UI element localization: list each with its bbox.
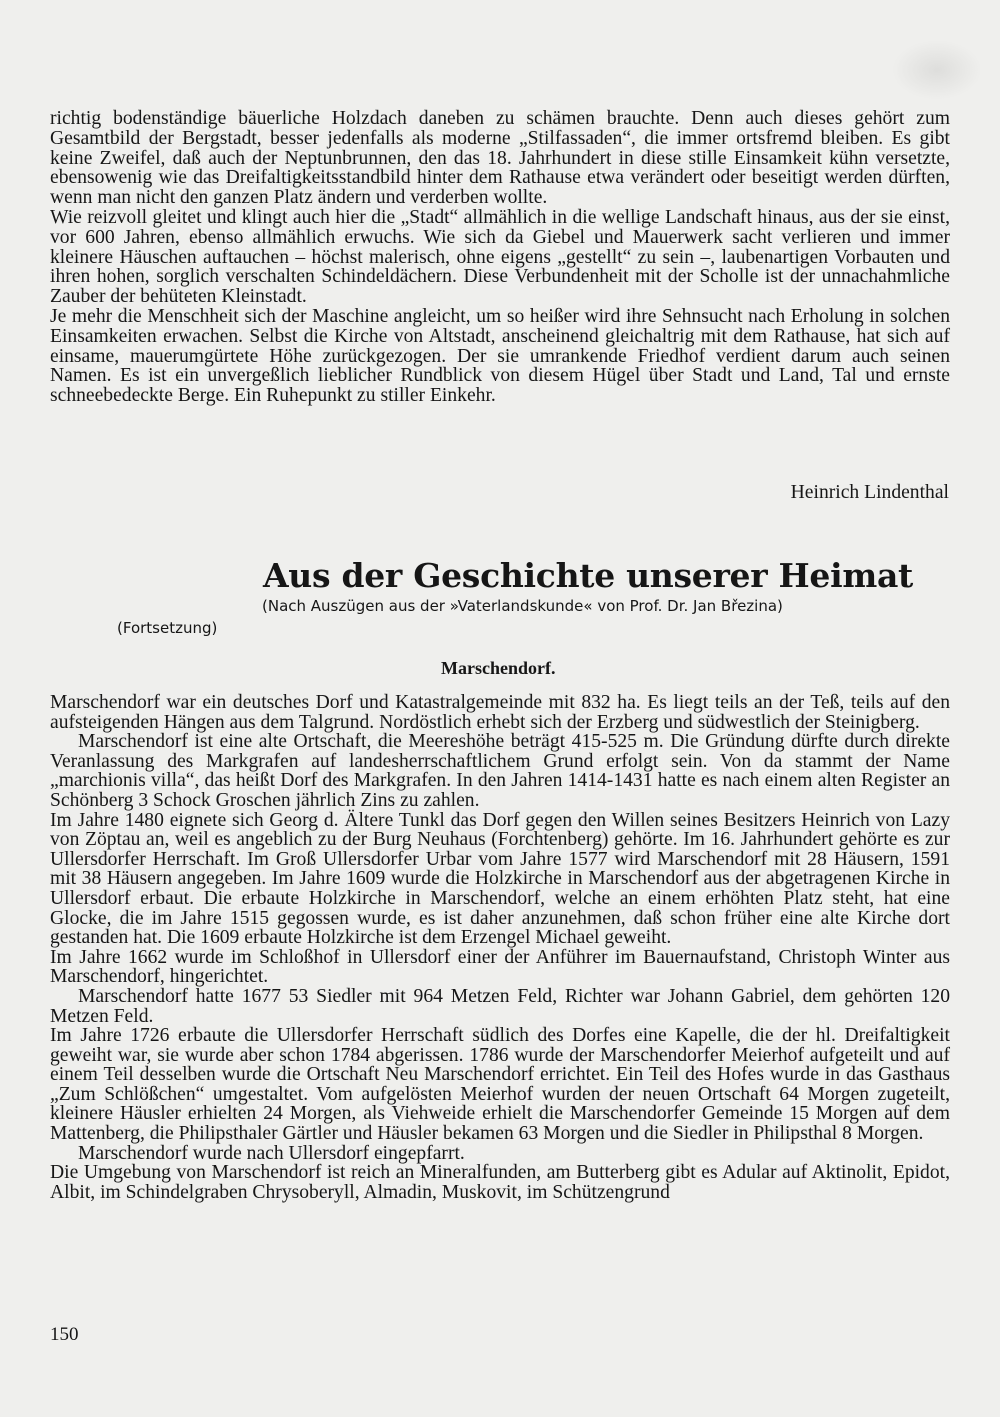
paragraph: Marschendorf hatte 1677 53 Siedler mit 964 Metzen Feld, Richter war Johann Gabriel, dem gehörten 120 Metzen Feld. (50, 985, 950, 1027)
continuation-note: (Fortsetzung) (117, 619, 218, 637)
paragraph: Marschendorf ist eine alte Ortschaft, die Meereshöhe beträgt 415-525 m. Die Gründung dürfte durch direkte Veranlassung des Markgrafen auf landesherrschaftlichem Grund erfolgt sein. Von da stammt der Name „marchionis villa“, das heißt Dorf des Markgrafen. In den Jahren 1414-1431 hatte es nach einem alten Register an Schönberg 3 Schock Groschen jährlich Zins zu zahlen. (50, 731, 950, 811)
paragraph: Im Jahre 1662 wurde im Schloßhof in Ullersdorf einer der Anführer im Bauernaufstand, Christoph Winter aus Marschendorf, hingerichtet. (50, 946, 950, 988)
paragraph: Marschendorf war ein deutsches Dorf und Katastralgemeinde mit 832 ha. Es liegt teils an der Teß, teils auf den aufsteigenden Hängen aus dem Talgrund. Nordöstlich erhebt sich der Erzberg und südwestlich der Steinigberg. (50, 692, 950, 733)
paragraph: Im Jahre 1726 erbaute die Ullersdorfer Herrschaft südlich des Dorfes eine Kapelle, die der hl. Dreifaltigkeit geweiht war, sie wurde aber schon 1784 abgerissen. 1786 wurde der Marschendorfer Meierhof aufgeteilt und auf einem Teil desselben wurde die Ortschaft Neu Marschendorf errichtet. Ein Teil des Hofes wurde in das Gasthaus „Zum Schlößchen“ umgestaltet. Vom aufgelösten Meierhof wurden der neuen Ortschaft 64 Morgen zugeteilt, kleinere Häusler erhielten 24 Morgen, als Viehweide erhielt die Marschendorfer Gemeinde 15 Morgen auf dem Mattenberg, die Philipsthaler Gärtler und Häusler bekamen 63 Morgen und die Siedler in Philipsthal 8 Morgen. (50, 1025, 950, 1145)
paragraph: richtig bodenständige bäuerliche Holzdach daneben zu schämen brauchte. Denn auch dieses gehört zum Gesamtbild der Bergstadt, besser jedenfalls als moderne „Stilfassaden“, die immer ortsfremd bleiben. Es gibt keine Zweifel, daß auch der Neptunbrunnen, den das 18. Jahrhundert in diese stille Einsamkeit kühn versetzte, ebensowenig wie das Dreifaltigkeitsstandbild hinter dem Rathause etwa verändert oder beseitigt werden dürften, wenn man nicht den ganzen Platz ändern und verderben wollte. (50, 108, 950, 209)
paragraph: Die Umgebung von Marschendorf ist reich an Mineralfunden, am Butterberg gibt es Adular auf Aktinolit, Epidot, Albit, im Schindelgraben Chrysoberyll, Almadin, Muskovit, im Schützengrund (50, 1162, 950, 1203)
author-signature: Heinrich Lindenthal (790, 482, 949, 503)
paragraph: Wie reizvoll gleitet und klingt auch hier die „Stadt“ allmählich in die wellige Landschaft hinaus, aus der sie einst, vor 600 Jahren, ebenso allmählich erwuchs. Wie sich da Giebel und Mauerwerk sacht verlieren und immer kleinere Häuschen auftauchen – höchst malerisch, ohne eigens „gestellt“ zu sein –, laubenartigen Vorbauten und ihren hohen, sorglich verschalten Schindeldächern. Diese Verbundenheit mit der Scholle ist der unnachahmliche Zauber der behüteten Kleinstadt. (50, 206, 950, 308)
page-number: 150 (50, 1324, 79, 1345)
paragraph: Im Jahre 1480 eignete sich Georg d. Ältere Tunkl das Dorf gegen den Willen seines Besitzers Heinrich von Lazy von Zöptau an, weil es angeblich zu der Burg Neuhaus (Forchtenberg) gehörte. Im 16. Jahrhundert gehörte es zur Ullersdorfer Herrschaft. Im Groß Ullersdorfer Urbar vom Jahre 1577 wird Marschendorf mit 28 Häusern, 1591 mit 38 Häusern angegeben. Im Jahre 1609 wurde die Holzkirche in Marschendorf aus der abgetragenen Kirche in Ullersdorf erbaut. Die erbaute Holzkirche in Marschendorf, welche an einem erhöhten Platz steht, hat eine Glocke, die im Jahre 1515 gegossen wurde, es ist daher anzunehmen, daß schon früher eine alte Kirche dort gestanden hat. Die 1609 erbaute Holzkirche ist dem Erzengel Michael geweiht. (50, 809, 950, 949)
article-marschendorf-text (50, 693, 950, 1202)
article-title: Aus der Geschichte unserer Heimat (263, 556, 913, 595)
paragraph: Je mehr die Menschheit sich der Maschine angleicht, um so heißer wird ihre Sehnsucht nach Erholung in solchen Einsamkeiten erwachen. Selbst die Kirche von Altstadt, anscheinend gleichaltrig mit dem Rathause, hat sich auf einsame, mauerumgürtete Höhe zurückgezogen. Der sie umrankende Friedhof verdient darum auch seinen Namen. Es ist ein unvergeßlich lieblicher Rundblick von diesem Hügel über Stadt und Land, Tal und ernste schneebedeckte Berge. Ein Ruhepunkt zu stiller Einkehr. (50, 305, 950, 407)
article-subtitle: (Nach Auszügen aus der »Vaterlandskunde« von Prof. Dr. Jan Březina) (262, 597, 783, 615)
article-lindenthal-text (50, 109, 950, 406)
paragraph: Marschendorf wurde nach Ullersdorf eingepfarrt. (78, 1142, 465, 1164)
section-title: Marschendorf. (441, 658, 556, 678)
paper-smudge (892, 40, 982, 100)
